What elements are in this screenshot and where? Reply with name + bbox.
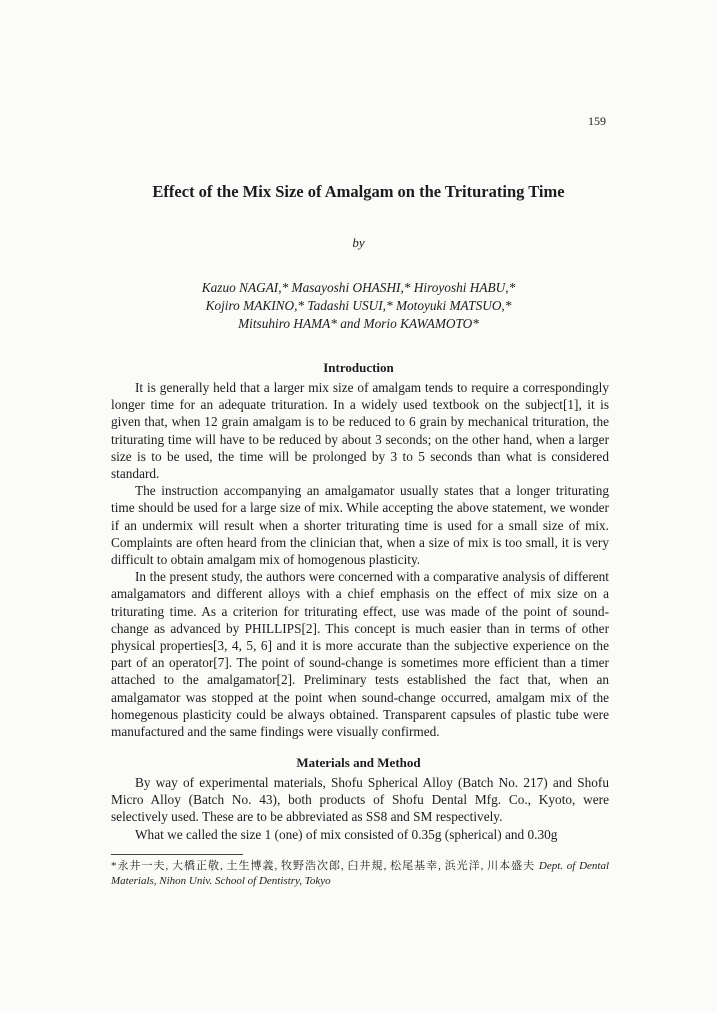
footnote-divider (111, 854, 243, 855)
author-line: Mitsuhiro HAMA* and Morio KAWAMOTO* (238, 316, 479, 331)
author-line: Kazuo NAGAI,* Masayoshi OHASHI,* Hiroyoshi HABU,* (201, 280, 516, 295)
materials-and-method-body (111, 774, 609, 843)
introduction-body (111, 379, 609, 740)
page-number: 159 (588, 114, 606, 128)
paper-title: Effect of the Mix Size of Amalgam on the Triturating Time (152, 182, 565, 201)
footnote (111, 859, 609, 889)
footnote-author-names: *永井一夫, 大橋正敬, 土生博義, 牧野浩次郎, 臼井規, 松尾基幸, 浜光洋, 川本盛夫 (111, 860, 536, 872)
paragraph: The instruction accompanying an amalgamator usually states that a longer triturating time should be used for a large size of mix. While accepting the above statement, we wonder if an undermix will result when a shorter triturating time is used for a small size of mix. Complaints are often heard from the clinician that, when a size of mix is too small, it is very difficult to obtain amalgam mix of homogenous plasticity. (111, 483, 609, 568)
paragraph: In the present study, the authors were concerned with a comparative analysis of different amalgamators and different alloys with a chief emphasis on the effect of mix size on a triturating time. As a criterion for triturating effect, use was made of the point of sound-change as advanced by PHILLIPS[2]. This concept is much easier than in terms of other physical properties[3, 4, 5, 6] and it is more accurate than the subjective experience on the part of an operator[7]. The point of sound-change is sometimes more efficient than a timer attached to the amalgamator[2]. Preliminary tests established the fact that, when an amalgamator was stopped at the point when sound-change occurred, amalgam mix of the homegenous plasticity could be always obtained. Transparent capsules of plastic tube were manufactured and the same findings were visually confirmed. (111, 569, 609, 740)
paragraph: What we called the size 1 (one) of mix consisted of 0.35g (spherical) and 0.30g (135, 826, 558, 842)
author-list (0, 279, 717, 333)
paragraph: By way of experimental materials, Shofu Spherical Alloy (Batch No. 217) and Shofu Micro Alloy (Batch No. 43), both products of Shofu Dental Mfg. Co., Kyoto, were selectively used. These are to be abbreviated as SS8 and SM respectively. (111, 775, 609, 825)
byline: by (352, 235, 365, 250)
paragraph: It is generally held that a larger mix size of amalgam tends to require a correspondingly longer time for an adequate trituration. In a widely used textbook on the subject[1], it is given that, when 12 grain amalgam is to be reduced to 6 grain by mechanical trituration, the triturating time will have to be reduced by about 3 seconds; on the other hand, when a larger size is to be used, the time will be prolonged by 3 to 5 seconds than what is considered standard. (111, 380, 609, 482)
section-heading-introduction: Introduction (323, 360, 394, 375)
section-heading-materials-and-method: Materials and Method (296, 755, 421, 770)
author-line: Kojiro MAKINO,* Tadashi USUI,* Motoyuki MATSUO,* (205, 298, 512, 313)
footnote-affiliation: Dept. of Dental Materials, Nihon Univ. School of Dentistry, Tokyo (111, 860, 610, 887)
